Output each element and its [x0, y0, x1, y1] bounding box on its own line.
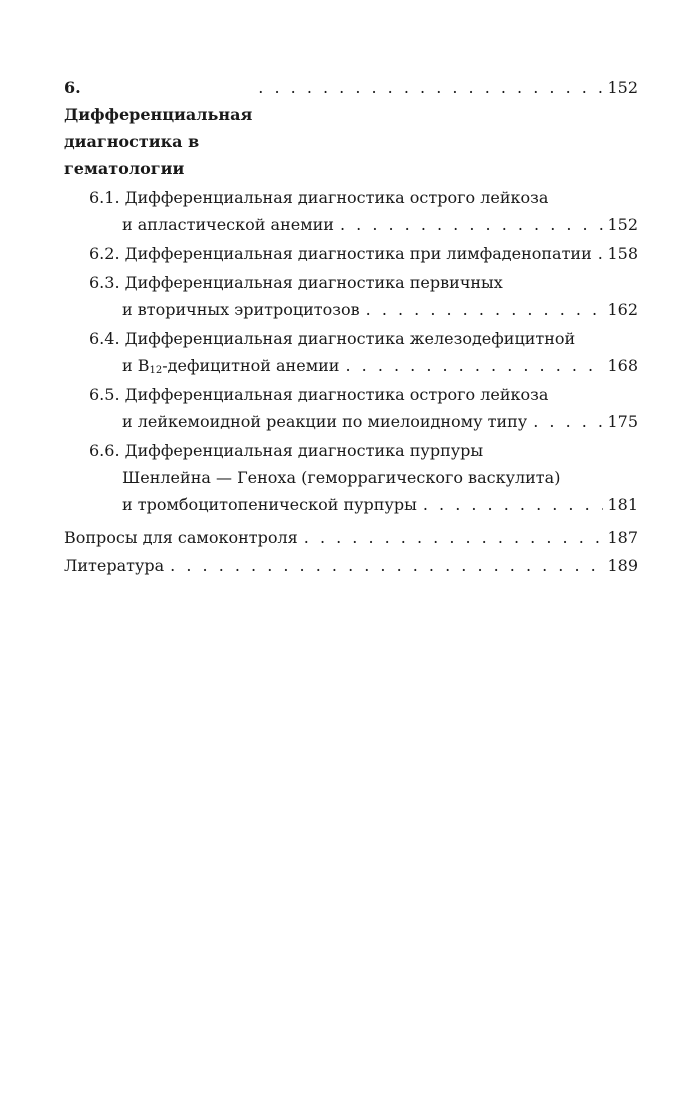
toc-section-6-4[interactable] [64, 325, 638, 379]
title-suffix: -дефицитной анемии [162, 356, 340, 375]
toc-section-6-1[interactable] [64, 184, 638, 238]
page-number: 189 [607, 556, 638, 575]
toc-section-6-2[interactable] [64, 240, 638, 267]
dot-leader [598, 240, 604, 267]
page-number: 181 [607, 495, 638, 514]
entry-title: Литература [64, 556, 165, 575]
page-number: 152 [607, 78, 638, 97]
toc-chapter-6[interactable] [64, 74, 638, 182]
section-title-line: 6.1. Дифференциальная диагностика острого лейкоза [89, 188, 549, 207]
page-number: 168 [607, 356, 638, 375]
entry-title: Вопросы для самоконтроля [64, 528, 298, 547]
page-number: 175 [607, 412, 638, 431]
title-prefix: и B [122, 356, 150, 375]
toc-self-check-questions[interactable] [64, 524, 638, 551]
section-title-line: и лейкемоидной реакции по миелоидному типу [122, 412, 528, 431]
dot-leader [533, 408, 603, 435]
dot-leader [170, 552, 603, 579]
page-number: 158 [607, 244, 638, 263]
dot-leader [366, 296, 604, 323]
section-title-line: и тромбоцитопенической пурпуры [122, 495, 417, 514]
section-title-line: 6.2. Дифференциальная диагностика при лимфаденопатии [89, 244, 592, 263]
page-number: 162 [607, 300, 638, 319]
section-title-line: 6.3. Дифференциальная диагностика первичных [89, 273, 503, 292]
section-title-line: 6.6. Дифференциальная диагностика пурпуры [89, 441, 484, 460]
dot-leader [345, 352, 603, 379]
dot-leader [340, 211, 603, 238]
section-title-line: 6.4. Дифференциальная диагностика железодефицитной [89, 329, 576, 348]
section-title-line [122, 352, 339, 379]
subscript-index: 12 [149, 365, 163, 376]
page-number: 152 [607, 215, 638, 234]
page-number: 187 [607, 528, 638, 547]
dot-leader [304, 524, 604, 551]
section-title-line: и апластической анемии [122, 215, 334, 234]
table-of-contents [64, 74, 638, 579]
section-title-line: 6.5. Дифференциальная диагностика острого лейкоза [89, 385, 549, 404]
toc-literature[interactable] [64, 552, 638, 579]
dot-leader [258, 74, 603, 101]
section-title-line: Шенлейна — Геноха (геморрагического васкулита) [122, 468, 561, 487]
chapter-title: 6. Дифференциальная диагностика в гематологии [64, 78, 253, 178]
toc-section-6-5[interactable] [64, 381, 638, 435]
toc-section-6-3[interactable] [64, 269, 638, 323]
toc-section-6-6[interactable] [64, 437, 638, 518]
section-title-line: и вторичных эритроцитозов [122, 300, 360, 319]
dot-leader [423, 491, 604, 518]
